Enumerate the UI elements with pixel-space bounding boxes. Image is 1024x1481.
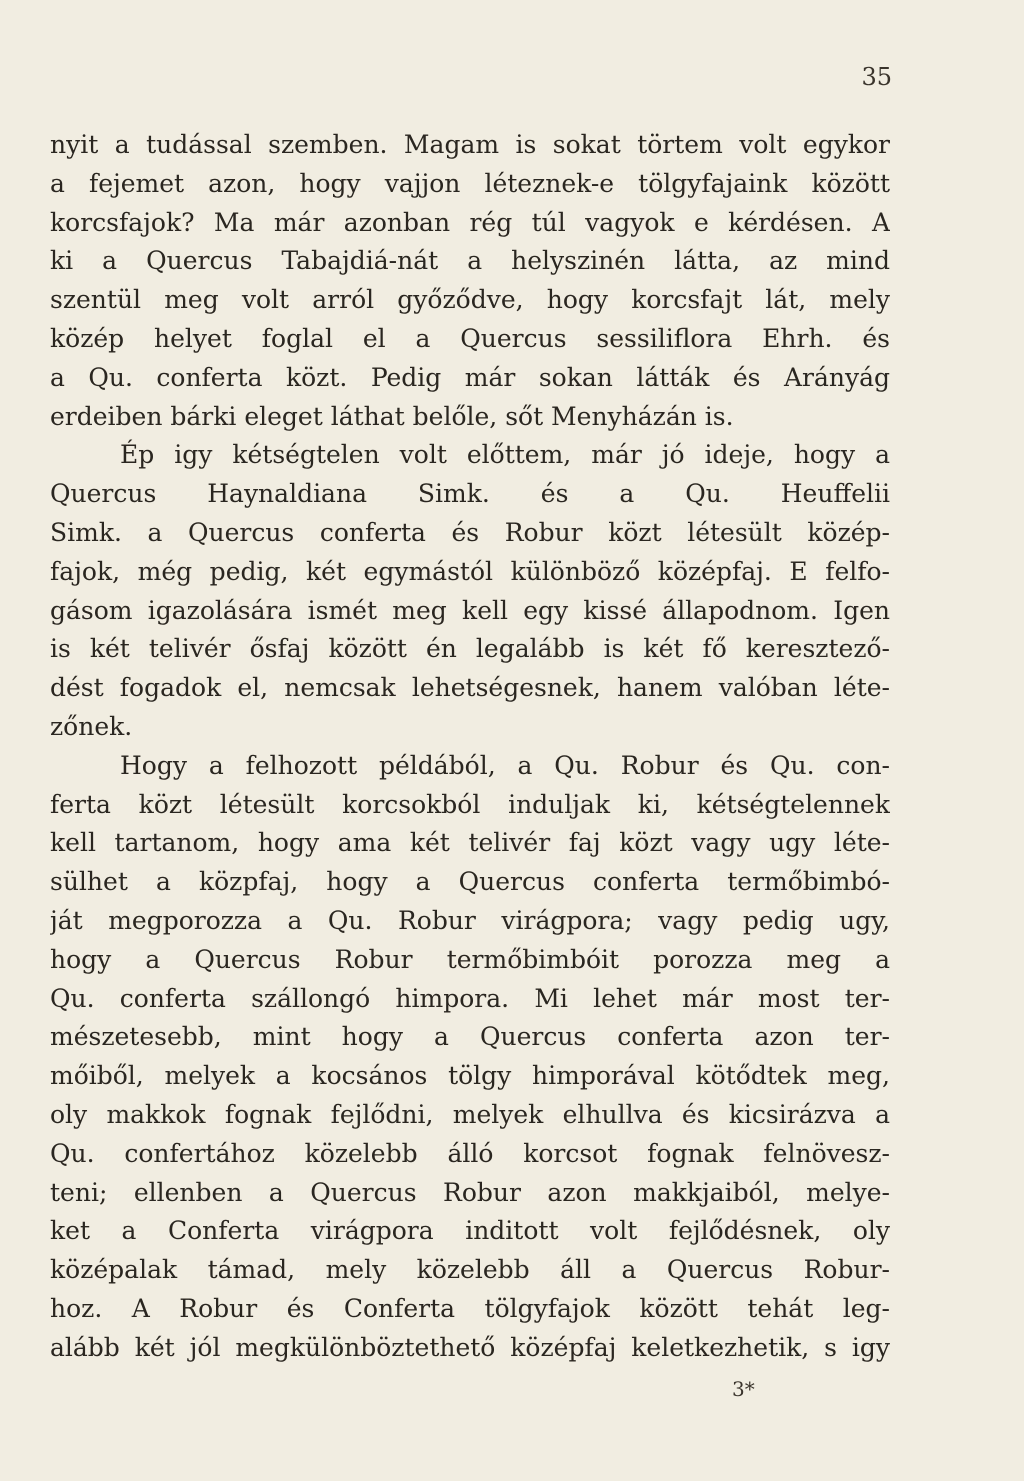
text-line: gásom igazolására ismét meg kell egy kissé állapodnom. Igen bbox=[50, 595, 890, 625]
text-line: a Qu. conferta közt. Pedig már sokan látták és Arányág bbox=[50, 362, 890, 392]
text-line: hogy a Quercus Robur termőbimbóit porozza meg a bbox=[50, 944, 890, 974]
text-line: erdeiben bárki eleget láthat belőle, sőt Menyházán is. bbox=[50, 401, 734, 431]
text-line: fajok, még pedig, két egymástól különböző középfaj. E felfo- bbox=[50, 556, 890, 586]
text-line: ferta közt létesült korcsokból induljak ki, kétségtelennek bbox=[50, 789, 890, 819]
text-line: középalak támad, mely közelebb áll a Quercus Robur- bbox=[50, 1255, 890, 1285]
text-line: sülhet a közpfaj, hogy a Quercus conferta termőbimbó- bbox=[50, 867, 890, 897]
text-line: Qu. conferta szállongó himpora. Mi lehet már most ter- bbox=[50, 983, 890, 1013]
text-line: teni; ellenben a Quercus Robur azon makkjaiból, melye- bbox=[50, 1177, 890, 1207]
text-line: Ép igy kétségtelen volt előttem, már jó ideje, hogy a bbox=[120, 440, 890, 470]
text-line: ját megporozza a Qu. Robur virágpora; vagy pedig ugy, bbox=[50, 905, 890, 935]
text-line: kell tartanom, hogy ama két telivér faj közt vagy ugy léte- bbox=[50, 828, 890, 858]
text-line: közép helyet foglal el a Quercus sessiliflora Ehrh. és bbox=[50, 323, 890, 353]
text-line: dést fogadok el, nemcsak lehetségesnek, hanem valóban léte- bbox=[50, 673, 890, 703]
text-line: ki a Quercus Tabajdiá-nát a helyszinén látta, az mind bbox=[50, 246, 890, 276]
text-line: Quercus Haynaldiana Simk. és a Qu. Heuffelii bbox=[50, 479, 890, 509]
text-line: Simk. a Quercus conferta és Robur közt létesült közép- bbox=[50, 517, 890, 547]
page-number: 35 bbox=[861, 63, 892, 91]
text-line: zőnek. bbox=[50, 711, 133, 741]
text-line: mőiből, melyek a kocsános tölgy himporával kötődtek meg, bbox=[50, 1061, 890, 1091]
text-line: Qu. confertához közelebb álló korcsot fognak felnövesz- bbox=[50, 1138, 890, 1168]
text-line: nyit a tudással szemben. Magam is sokat törtem volt egykor bbox=[50, 130, 890, 159]
text-line: oly makkok fognak fejlődni, melyek elhullva és kicsirázva a bbox=[50, 1099, 890, 1129]
text-line: is két telivér ősfaj között én legalább is két fő keresztező- bbox=[50, 634, 890, 664]
text-line: korcsfajok? Ma már azonban rég túl vagyok e kérdésen. A bbox=[50, 207, 890, 237]
text-line: mészetesebb, mint hogy a Quercus conferta azon ter- bbox=[50, 1022, 890, 1052]
text-line: hoz. A Robur és Conferta tölgyfajok között tehát leg- bbox=[50, 1293, 890, 1323]
text-line: szentül meg volt arról győződve, hogy korcsfajt lát, mely bbox=[50, 285, 890, 315]
signature-mark: 3* bbox=[732, 1377, 755, 1401]
text-line: ket a Conferta virágpora inditott volt fejlődésnek, oly bbox=[50, 1216, 890, 1246]
text-line: a fejemet azon, hogy vajjon léteznek-e tölgyfajaink között bbox=[50, 168, 890, 198]
text-line: alább két jól megkülönböztethető középfaj keletkezhetik, s igy bbox=[50, 1332, 890, 1362]
body-text bbox=[50, 126, 890, 1368]
text-line: Hogy a felhozott példából, a Qu. Robur és Qu. con- bbox=[120, 750, 890, 780]
